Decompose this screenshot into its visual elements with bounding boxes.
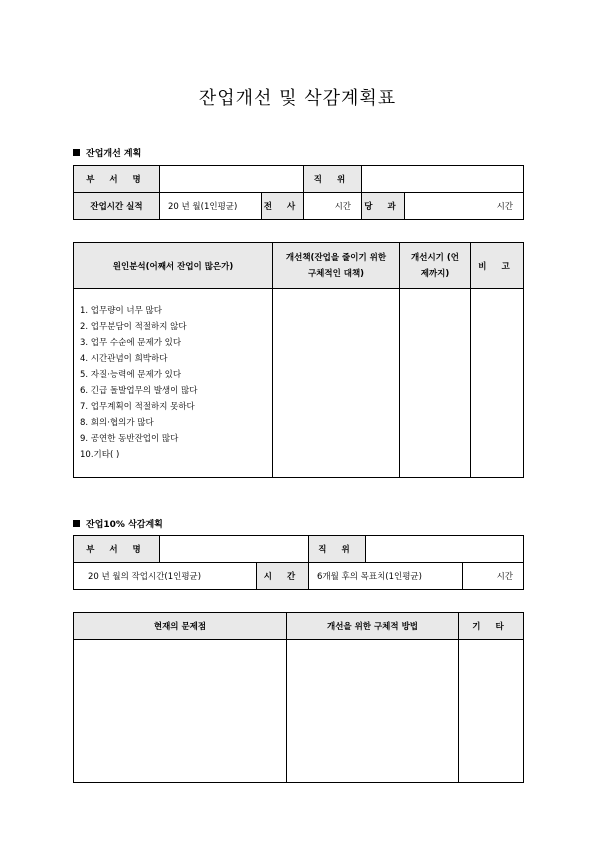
cause-item: 1. 업무량이 너무 많다 bbox=[80, 306, 162, 316]
square-bullet-icon bbox=[73, 520, 80, 527]
reduction-info-table bbox=[73, 535, 524, 590]
improvement-period-field[interactable] bbox=[400, 289, 471, 478]
cause-item: 4. 시간관념이 희박하다 bbox=[80, 354, 168, 364]
dept-name-field-2[interactable] bbox=[160, 536, 309, 563]
dept-name-label: 부 서 명 bbox=[74, 166, 160, 193]
other-header: 기 타 bbox=[459, 613, 524, 640]
section-heading-text: 잔업개선 계획 bbox=[86, 149, 142, 159]
position-label-2: 직 위 bbox=[309, 536, 366, 563]
cause-item: 5. 자질·능력에 문제가 있다 bbox=[80, 370, 182, 380]
cause-item: 10.기타( ) bbox=[80, 450, 120, 460]
remarks-header: 비 고 bbox=[471, 243, 524, 289]
cause-item: 3. 업무 수순에 문제가 있다 bbox=[80, 338, 182, 348]
overtime-month-field[interactable]: 20 년 월(1인평균) bbox=[160, 193, 262, 220]
dept-name-label-2: 부 서 명 bbox=[74, 536, 160, 563]
position-field-2[interactable] bbox=[366, 536, 524, 563]
page-title: 잔업개선 및 삭감계획표 bbox=[198, 88, 397, 109]
current-problems-field[interactable] bbox=[74, 640, 287, 783]
company-total-label: 전 사 bbox=[262, 193, 304, 220]
six-month-target-field[interactable]: 6개월 후의 목표치(1인평균) bbox=[309, 563, 463, 590]
improvement-period-header: 개선시기 (언제까지) bbox=[400, 243, 471, 289]
specific-methods-field[interactable] bbox=[287, 640, 459, 783]
company-hours-field[interactable]: 시간 bbox=[304, 193, 362, 220]
cause-list-cell bbox=[74, 289, 273, 478]
cause-item: 8. 회의·협의가 많다 bbox=[80, 418, 154, 428]
section-heading-overtime-plan bbox=[73, 146, 141, 159]
improvement-measure-header: 개선책(잔업을 줄이기 위한 구체적인 대책) bbox=[273, 243, 400, 289]
position-label: 직 위 bbox=[304, 166, 362, 193]
cause-analysis-header: 원인분석(어째서 잔업이 많은가) bbox=[74, 243, 273, 289]
improvement-measure-field[interactable] bbox=[273, 289, 400, 478]
section-heading-text: 잔업10% 삭감계획 bbox=[86, 520, 163, 530]
improvement-plan-table bbox=[73, 242, 524, 478]
department-hours-field[interactable]: 시간 bbox=[405, 193, 524, 220]
target-hours-field[interactable]: 시간 bbox=[463, 563, 524, 590]
cause-item: 6. 긴급 돌발업무의 발생이 많다 bbox=[80, 386, 198, 396]
hours-label: 시 간 bbox=[257, 563, 309, 590]
current-problems-header: 현재의 문제점 bbox=[74, 613, 287, 640]
cause-item: 9. 공연한 동반잔업이 많다 bbox=[80, 434, 179, 444]
problem-plan-table bbox=[73, 612, 524, 783]
remarks-field[interactable] bbox=[471, 289, 524, 478]
section-heading-reduction-plan bbox=[73, 517, 163, 530]
cause-item: 7. 업무계획이 적절하지 못하다 bbox=[80, 402, 195, 412]
overtime-record-label: 잔업시간 실적 bbox=[74, 193, 160, 220]
dept-name-field[interactable] bbox=[160, 166, 304, 193]
other-field[interactable] bbox=[459, 640, 524, 783]
specific-methods-header: 개선을 위한 구체적 방법 bbox=[287, 613, 459, 640]
square-bullet-icon bbox=[73, 149, 80, 156]
overtime-info-table bbox=[73, 165, 524, 220]
position-field[interactable] bbox=[362, 166, 524, 193]
department-label: 당 과 bbox=[362, 193, 405, 220]
cause-item: 2. 업무분담이 적절하지 않다 bbox=[80, 322, 187, 332]
monthly-work-hours-field[interactable]: 20 년 월의 작업시간(1인평균) bbox=[74, 563, 257, 590]
